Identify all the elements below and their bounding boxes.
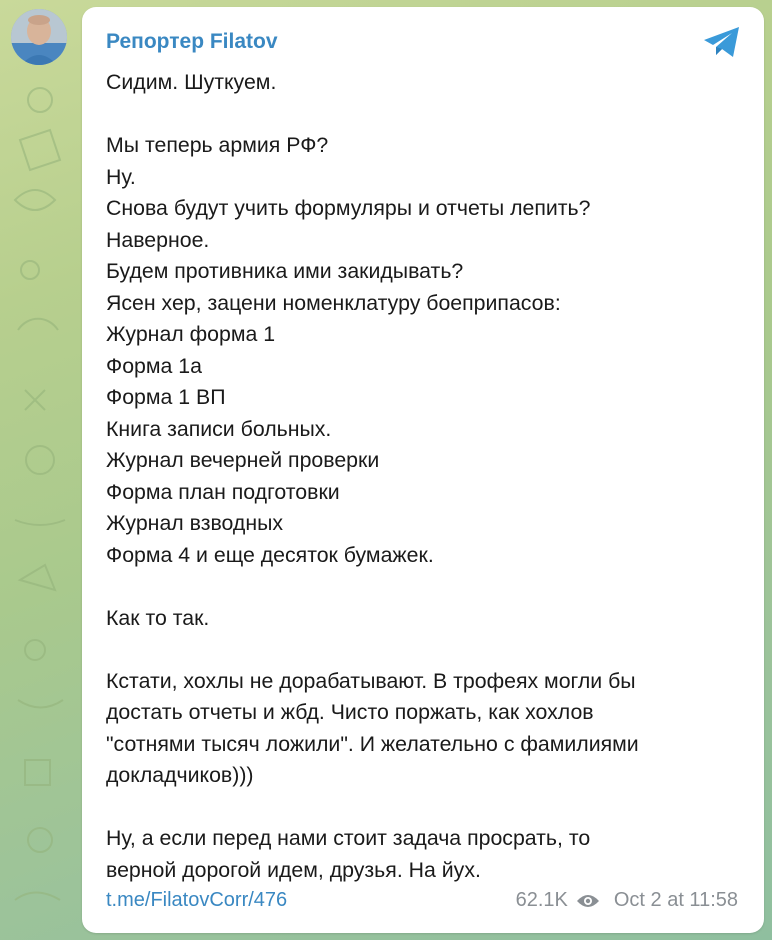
blank-line: [106, 634, 746, 666]
view-count: 62.1K: [515, 889, 568, 911]
eye-icon: [576, 893, 600, 909]
message-line: Журнал форма 1: [106, 322, 276, 346]
message-line: Форма 1 ВП: [106, 385, 226, 409]
message-line: Ясен хер, зацени номенклатуру боеприпасов:: [106, 290, 561, 315]
message-line: Журнал взводных: [106, 511, 284, 535]
message-line: Снова будут учить формуляры и отчеты лепить?: [106, 196, 591, 220]
message-line: докладчиков))): [106, 763, 254, 787]
message-line: Мы теперь армия РФ?: [106, 133, 329, 157]
channel-name[interactable]: Репортер Filatov: [106, 30, 278, 53]
message-line: Форма 4 и еще десяток бумажек.: [106, 542, 434, 567]
blank-line: [106, 571, 746, 603]
avatar[interactable]: [11, 9, 67, 65]
message-line: верной дорогой идем, друзья. На йух.: [106, 857, 481, 882]
message-footer: [106, 889, 738, 917]
message-line: Кстати, хохлы не дорабатывают. В трофеях могли бы: [106, 668, 636, 693]
message-line: Ну, а если перед нами стоит задача просрать, то: [106, 826, 591, 850]
message-line: Форма 1а: [106, 353, 202, 378]
message-line: Как то так.: [106, 605, 210, 630]
message-bubble: [82, 7, 764, 933]
message-line: Форма план подготовки: [106, 479, 340, 504]
message-line: Будем противника ими закидывать?: [106, 259, 464, 283]
blank-line: [106, 99, 746, 131]
blank-line: [106, 792, 746, 824]
message-line: Ну.: [106, 164, 136, 189]
telegram-plane-icon[interactable]: [702, 25, 742, 59]
message-line: Сидим. Шуткуем.: [106, 70, 277, 94]
message-line: Журнал вечерней проверки: [106, 448, 380, 472]
message-line: Наверное.: [106, 227, 210, 252]
post-link[interactable]: t.me/FilatovCorr/476: [106, 889, 288, 911]
message-line: достать отчеты и жбд. Чисто поржать, как хохлов: [106, 700, 594, 724]
message-text: [106, 67, 746, 886]
avatar-photo: [11, 9, 67, 65]
message-line: Книга записи больных.: [106, 416, 332, 441]
message-meta: [516, 889, 738, 912]
post-date: Oct 2 at 11:58: [613, 889, 738, 911]
message-line: "сотнями тысяч ложили". И желательно с фамилиями: [106, 731, 639, 756]
